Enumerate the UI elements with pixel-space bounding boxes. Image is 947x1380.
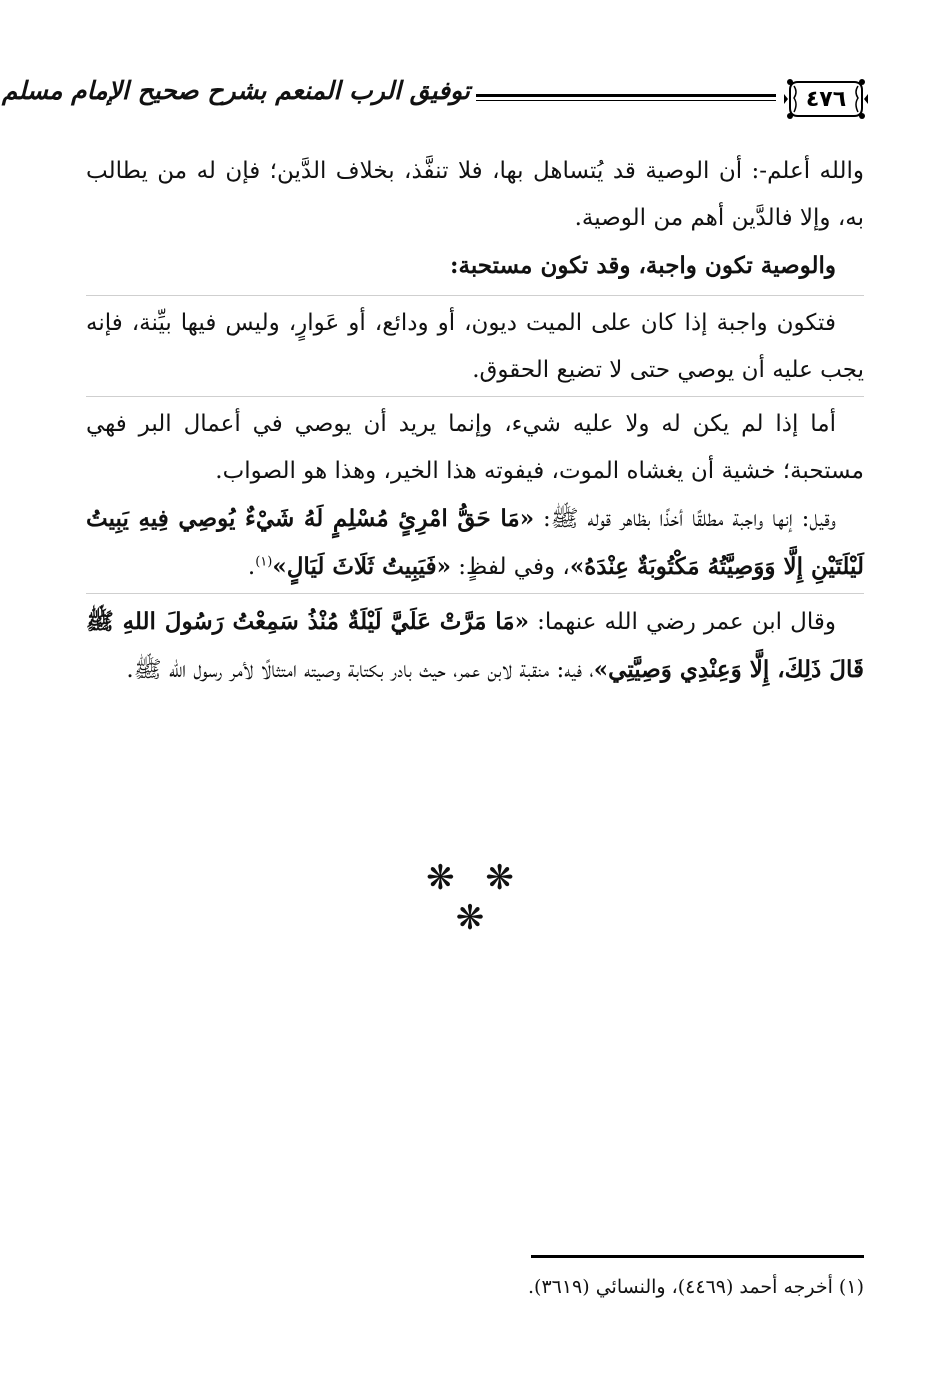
page-header — [1, 72, 868, 132]
paragraph-5 — [86, 598, 864, 694]
footnote-rule — [531, 1255, 864, 1258]
footnote: (١) أخرجه أحمد (٤٤٦٩)، والنسائي (٣٦١٩). — [527, 1276, 864, 1298]
section-end-ornament: ❋ ❋ ❋ — [426, 858, 524, 938]
hadith-quote-1: «مَا حَقُّ امْرِئٍ مُسْلِمٍ لَهُ شَيْءٌ يُوصِي فِيهِ يَبِيتُ لَيْلَتَيْنِ إِلَّا وَوَصِيَّتُهُ مَكْتُوبَةٌ عِنْدَهُ» — [86, 505, 864, 580]
main-text — [86, 148, 864, 694]
divider — [86, 295, 864, 296]
divider — [86, 593, 864, 594]
paragraph-4 — [86, 495, 864, 591]
section-heading: والوصية تكون واجبة، وقد تكون مستحبة: — [450, 252, 836, 279]
paragraph-4-end: . — [247, 554, 256, 580]
paragraph-2: فتكون واجبة إذا كان على الميت ديون، أو ودائع، أو عَوارٍ، وليس فيها بيِّنة، فإنه يجب عليه أن يوصي حتى لا تضيع الحقوق. — [86, 310, 864, 383]
paragraph-5-end: ، فيه: منقبة لابن عمر، حيث بادر بكتابة وصيته امتثالًا لأمر رسول الله ﷺ. — [126, 657, 594, 683]
page-number: ٤٧٦ — [805, 86, 847, 112]
page-number-frame — [784, 76, 868, 122]
hadith-quote-3: «مَا مَرَّتْ عَلَيَّ لَيْلَةٌ مُنْذُ سَمِعْتُ رَسُولَ اللهِ ﷺ قَالَ ذَلِكَ، إِلَّا وَعِنْدِي وَصِيَّتِي» — [86, 608, 864, 683]
paragraph-5-intro: وقال ابن عمر رضي الله عنهما: — [528, 609, 836, 635]
book-title: توفيق الرب المنعم بشرح صحيح الإمام مسلم — [1, 76, 470, 105]
hadith-quote-2: «فَيَبِيتُ ثَلَاثَ لَيَالٍ» — [272, 553, 451, 580]
paragraph-3: أما إذا لم يكن له ولا عليه شيء، وإنما يريد أن يوصي في أعمال البر فهي مستحبة؛ خشية أن يغشاه الموت، فيفوته هذا الخير، وهذا هو الصواب. — [86, 411, 864, 484]
divider — [86, 396, 864, 397]
paragraph-4-intro: وقيل: إنها واجبة مطلقًا أخذًا بظاهر قوله ﷺ: — [534, 506, 836, 532]
footnote-reference[interactable]: (١) — [255, 554, 273, 570]
paragraph-1: والله أعلم-: أن الوصية قد يُتساهل بها، فلا تنفَّذ، بخلاف الدَّين؛ فإن له من يطالب به، وإلا فالدَّين أهم من الوصية. — [86, 158, 864, 231]
paragraph-4-mid: ، وفي لفظٍ: — [450, 554, 570, 580]
header-rule — [476, 94, 776, 97]
header-rule-thin — [476, 100, 776, 101]
